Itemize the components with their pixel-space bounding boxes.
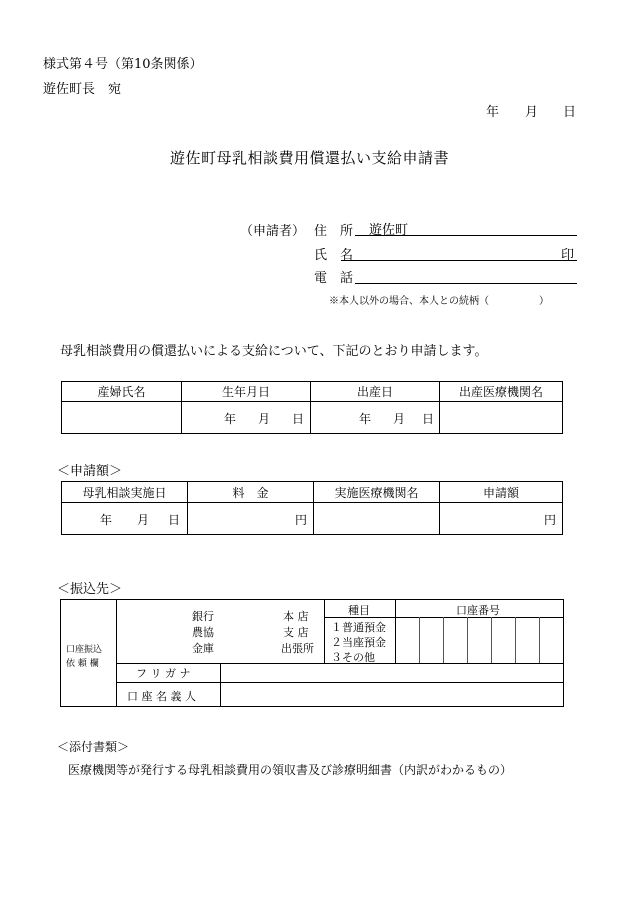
phone-label: 電 話	[314, 271, 354, 286]
phone-underline	[355, 283, 577, 284]
date-day-label: 日	[563, 105, 577, 120]
type-ordinary[interactable]: １普通預金	[331, 621, 386, 634]
bank-account-divider-left	[395, 599, 396, 663]
inst-agri-coop: 農協	[192, 626, 214, 639]
header-delivery-institution: 出産医療機関名	[440, 382, 563, 402]
branch-branch: 支 店	[283, 626, 309, 639]
digit-divider-3	[467, 617, 468, 663]
type-other[interactable]: ３その他	[331, 651, 375, 664]
amount-table	[61, 481, 563, 535]
form-number: 様式第４号（第10条関係）	[43, 57, 203, 72]
name-underline	[341, 260, 577, 261]
digit-divider-2	[443, 617, 444, 663]
attachments-text: 医療機関等が発行する母乳相談費用の領収書及び診療明細書（内訳がわかるもの）	[68, 763, 513, 777]
date-year-label: 年	[486, 105, 500, 120]
digit-divider-4	[491, 617, 492, 663]
bank-label-divider	[220, 663, 221, 707]
inst-credit-union: 金庫	[192, 642, 214, 655]
digit-divider-1	[419, 617, 420, 663]
seal-mark: 印	[561, 248, 575, 263]
digit-divider-6	[539, 617, 540, 663]
applicant-label: （申請者）	[240, 224, 306, 239]
mother-name-cell[interactable]	[62, 402, 182, 434]
bank-type-divider-left	[324, 599, 325, 663]
claim-amount-cell[interactable]	[440, 503, 563, 535]
branch-office: 出張所	[281, 642, 314, 655]
birth-date-cell[interactable]	[182, 402, 311, 434]
bank-col-divider-left	[116, 599, 117, 707]
birth-info-table	[61, 381, 563, 434]
fee-cell[interactable]	[188, 503, 314, 535]
birth-month-label: 月	[258, 411, 271, 426]
digit-divider-5	[515, 617, 516, 663]
fee-yen-label: 円	[294, 512, 307, 527]
delivery-year-label: 年	[359, 411, 372, 426]
amount-section-heading: ＜申請額＞	[57, 464, 123, 479]
bank-side-label-1: 口座振込	[66, 645, 103, 655]
consultation-institution-cell[interactable]	[314, 503, 440, 535]
consultation-date-cell[interactable]	[62, 503, 188, 535]
header-birth-date: 生年月日	[182, 382, 311, 402]
header-fee: 料 金	[188, 482, 314, 503]
birth-day-label: 日	[292, 411, 305, 426]
consult-day-label: 日	[168, 512, 181, 527]
delivery-date-cell[interactable]	[311, 402, 440, 434]
bank-row-divider-holder	[116, 682, 564, 683]
account-holder-label: 口 座 名 義 人	[127, 690, 196, 703]
header-mother-name: 産婦氏名	[62, 382, 182, 402]
attachments-heading: ＜添付書類＞	[57, 740, 130, 754]
branch-head: 本 店	[283, 610, 309, 623]
header-consultation-institution: 実施医療機関名	[314, 482, 440, 503]
delivery-month-label: 月	[393, 411, 406, 426]
type-header: 種目	[348, 604, 370, 617]
document-title: 遊佐町母乳相談費用償還払い支給申請書	[170, 149, 450, 167]
address-label: 住 所	[314, 224, 354, 239]
claim-yen-label: 円	[543, 512, 556, 527]
application-statement: 母乳相談費用の償還払いによる支給について、下記のとおり申請します。	[60, 344, 488, 359]
transfer-section-heading: ＜振込先＞	[57, 582, 123, 597]
header-delivery-date: 出産日	[311, 382, 440, 402]
type-checking[interactable]: ２当座預金	[331, 636, 386, 649]
bank-side-label-2: 依 頼 欄	[66, 659, 99, 669]
addressee: 遊佐町長 宛	[43, 82, 122, 97]
delivery-institution-cell[interactable]	[440, 402, 563, 434]
name-label: 氏 名	[314, 248, 354, 263]
furigana-label: フ リ ガ ナ	[136, 667, 191, 680]
relationship-note: ※本人以外の場合、本人との続柄（ ）	[329, 296, 549, 307]
delivery-day-label: 日	[422, 411, 435, 426]
birth-year-label: 年	[224, 411, 237, 426]
date-month-label: 月	[525, 105, 539, 120]
address-underline	[355, 235, 577, 236]
header-consultation-date: 母乳相談実施日	[62, 482, 188, 503]
inst-bank: 銀行	[192, 610, 214, 623]
consult-year-label: 年	[100, 512, 113, 527]
address-value: 遊佐町	[369, 223, 409, 238]
header-claim-amount: 申請額	[440, 482, 563, 503]
consult-month-label: 月	[137, 512, 150, 527]
account-header: 口座番号	[456, 604, 500, 617]
